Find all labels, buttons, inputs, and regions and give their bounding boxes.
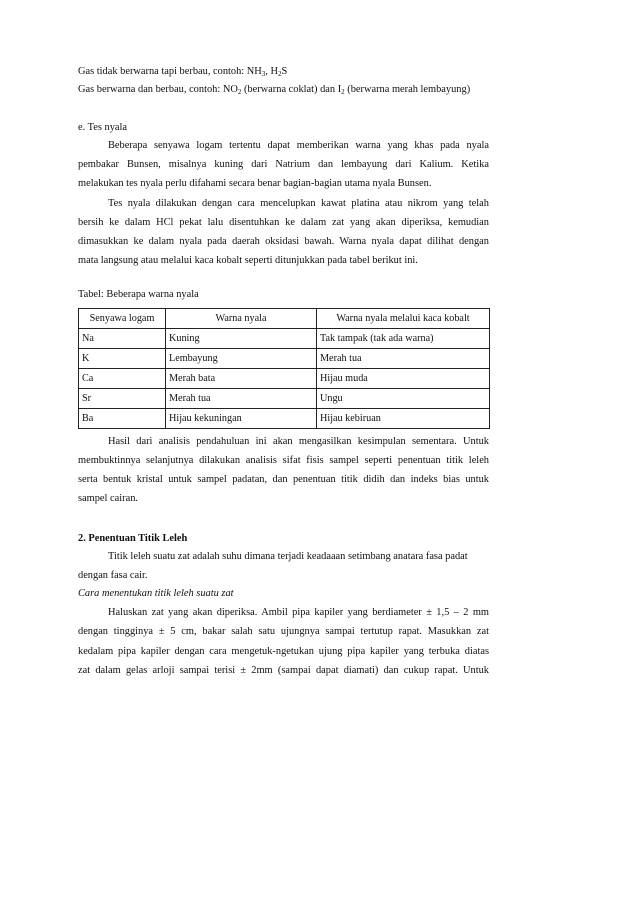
paragraph-line: dengan fasa cair. [78,570,148,581]
table-cell: Lembayung [166,349,317,369]
table-header-cell: Warna nyala melalui kaca kobalt [317,309,490,329]
table-cell: Na [79,329,166,349]
table-header-cell: Warna nyala [166,309,317,329]
section-2-subheading: Cara menentukan titik leleh suatu zat [78,588,234,599]
gas-colored-line: Gas berwarna dan berbau, contoh: $NO_2$ (berwarna coklat) dan $I_2$ (berwarna merah lembayung) [78,84,471,96]
paragraph-line: membuktinnya selanjutnya dilakukan analisis sifat fisis sampel seperti penentuan titik leleh [78,455,489,466]
table-cell: Merah tua [166,389,317,409]
paragraph-line: Hasil dari analisis pendahuluan ini akan mengasilkan kesimpulan sementara. Untuk [108,436,489,447]
paragraph-line: Haluskan zat yang akan diperiksa. Ambil pipa kapiler yang berdiameter ± 1,5 – 2 mm [108,607,489,618]
paragraph-line: kedalam pipa kapiler dengan cara mengetuk-ngetukan ujung pipa kapiler yang terbuka diatas [78,646,489,657]
paragraph-line: melakukan tes nyala perlu difahami secara benar bagian-bagian utama nyala Bunsen. [78,178,432,189]
table-cell: Ungu [317,389,490,409]
table-cell: Kuning [166,329,317,349]
paragraph-line: Beberapa senyawa logam tertentu dapat memberikan warna yang khas pada nyala [108,140,489,151]
table-row [79,389,490,409]
table-caption: Tabel: Beberapa warna nyala [78,289,199,300]
paragraph-line: Tes nyala dilakukan dengan cara mencelupkan kawat platina atau nikrom yang telah [108,198,489,209]
table-header-row [79,309,490,329]
table-header-cell: Senyawa logam [79,309,166,329]
table-cell: Hijau kebiruan [317,409,490,429]
table-row [79,349,490,369]
paragraph-line: dimasukkan ke dalam nyala pada daerah oksidasi bawah. Warna nyala dapat dilihat dengan [78,236,489,247]
table-cell: Merah tua [317,349,490,369]
paragraph-line: sampel cairan. [78,493,139,504]
paragraph-line: mata langsung atau melalui kaca kobalt seperti ditunjukkan pada tabel berikut ini. [78,255,418,266]
paragraph-line: pembakar Bunsen, misalnya kuning dari Natrium dan lembayung dari Kalium. Ketika [78,159,489,170]
section-2-heading: 2. Penentuan Titik Leleh [78,533,188,544]
table-cell: Hijau muda [317,369,490,389]
gas-colorless-line: Gas tidak berwarna tapi berbau, contoh: $NH_3$, $H_2S$ [78,66,288,78]
paragraph-line: Titik leleh suatu zat adalah suhu dimana terjadi keadaaan setimbang anatara fasa padat [108,551,468,562]
table-cell: Ba [79,409,166,429]
paragraph-line: serta bentuk kristal untuk sampel padatan, dan penentuan titik didih dan indeks bias untuk [78,474,489,485]
table-cell: Tak tampak (tak ada warna) [317,329,490,349]
section-e-heading: e. Tes nyala [78,122,127,133]
table-cell: Sr [79,389,166,409]
paragraph-line: zat dalam gelas arloji sampai terisi ± 2mm (sampai dapat diamati) dan cukup rapat. Untuk [78,665,489,676]
table-row [79,409,490,429]
table-row [79,369,490,389]
table-cell: Ca [79,369,166,389]
table-cell: K [79,349,166,369]
paragraph-line: bersih ke dalam HCl pekat lalu disentuhkan ke dalam zat yang akan diperiksa, kemudian [78,217,489,228]
paragraph-line: dengan tingginya ± 5 cm, bakar salah satu ujungnya sampai tertutup rapat. Masukkan zat [78,626,489,637]
table-row [79,329,490,349]
table-cell: Merah bata [166,369,317,389]
table-cell: Hijau kekuningan [166,409,317,429]
flame-color-table [78,308,490,429]
